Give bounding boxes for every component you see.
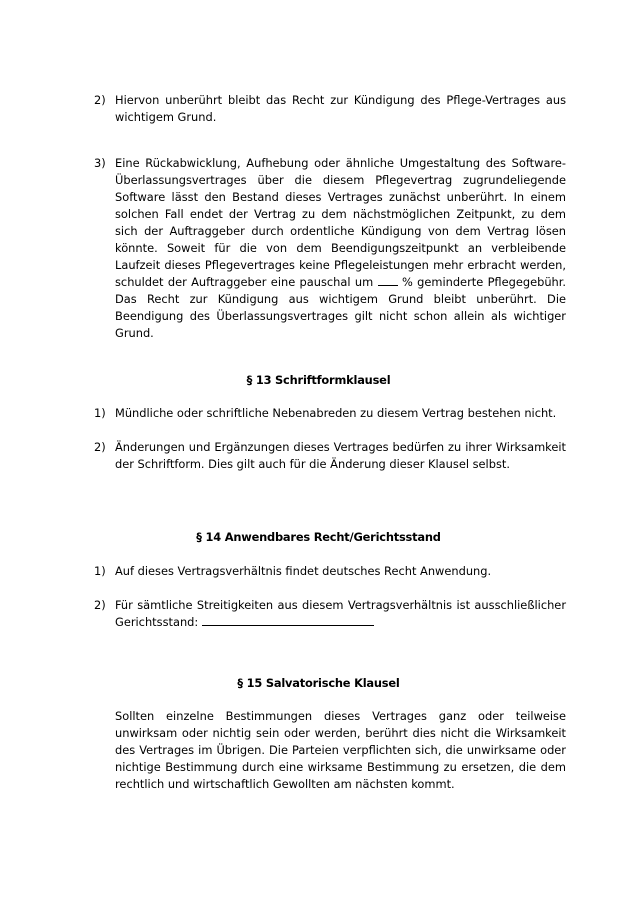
list-item — [94, 439, 566, 473]
list-item — [94, 563, 566, 580]
item-number: 1) — [94, 564, 106, 578]
item-text-part: % geminderte Pflegegebühr. Das Recht zur Kündigung aus wichtigem Grund bleibt unberührt. Die Beendigung des Überlassungsvertrages gilt nicht schon allein als wichtiger Grund. — [115, 275, 567, 340]
item-number: 2) — [94, 93, 106, 107]
section-heading: § 15 Salvatorische Klausel — [237, 676, 400, 690]
item-text-part: Eine Rückabwicklung, Aufhebung oder ähnliche Umgestaltung des Software-Überlassungsvertrages über die diesem Pflegevertrag zugrundeliegende Software lässt den Bestand dieses Vertrages zunächst unberührt. In einem solchen Fall endet der Vertrag zu dem nächstmöglichen Zeitpunkt, zu dem sich der Auftraggeber durch ordentliche Kündigung von dem Vertrag lösen könnte. Soweit für die von dem Beendigungszeitpunkt an verbleibende Laufzeit dieses Pflegevertrages keine Pflegeleistungen mehr erbracht werden, schuldet der Auftraggeber eine pauschal um — [115, 156, 566, 289]
section-heading: § 14 Anwendbares Recht/Gerichtsstand — [196, 530, 441, 544]
item-text: Auf dieses Vertragsverhältnis findet deutsches Recht Anwendung. — [115, 564, 492, 578]
section-heading: § 13 Schriftformklausel — [246, 373, 391, 387]
list-item — [94, 405, 566, 422]
list-item — [94, 597, 566, 631]
jurisdiction-blank — [202, 614, 374, 626]
item-text: Änderungen und Ergänzungen dieses Vertrages bedürfen zu ihrer Wirksamkeit der Schriftform. Dies gilt auch für die Änderung dieser Klausel selbst. — [115, 440, 566, 471]
item-number: 3) — [94, 156, 106, 170]
list-item — [94, 92, 566, 126]
item-text — [115, 597, 566, 631]
percentage-blank — [378, 274, 398, 286]
paragraph: Sollten einzelne Bestimmungen dieses Vertrages ganz oder teilweise unwirksam oder nichtig sein oder werden, berührt dies nicht die Wirksamkeit des Vertrages im Übrigen. Die Parteien verpflichten sich, die unwirksame oder nichtige Bestimmung durch eine wirksame Bestimmung zu ersetzen, die dem rechtlich und wirtschaftlich Gewollten am nächsten kommt. — [115, 709, 566, 791]
item-text: Mündliche oder schriftliche Nebenabreden zu diesem Vertrag bestehen nicht. — [115, 406, 557, 420]
item-text-part: Für sämtliche Streitigkeiten aus diesem Vertragsverhältnis ist ausschließlicher Gerichtsstand: — [115, 598, 566, 629]
list-item — [94, 155, 566, 342]
item-text: Hiervon unberührt bleibt das Recht zur Kündigung des Pflege-Vertrages aus wichtigem Grund. — [115, 93, 566, 124]
item-number: 1) — [94, 406, 106, 420]
item-number: 2) — [94, 440, 106, 454]
item-number: 2) — [94, 598, 106, 612]
item-text — [115, 155, 566, 342]
